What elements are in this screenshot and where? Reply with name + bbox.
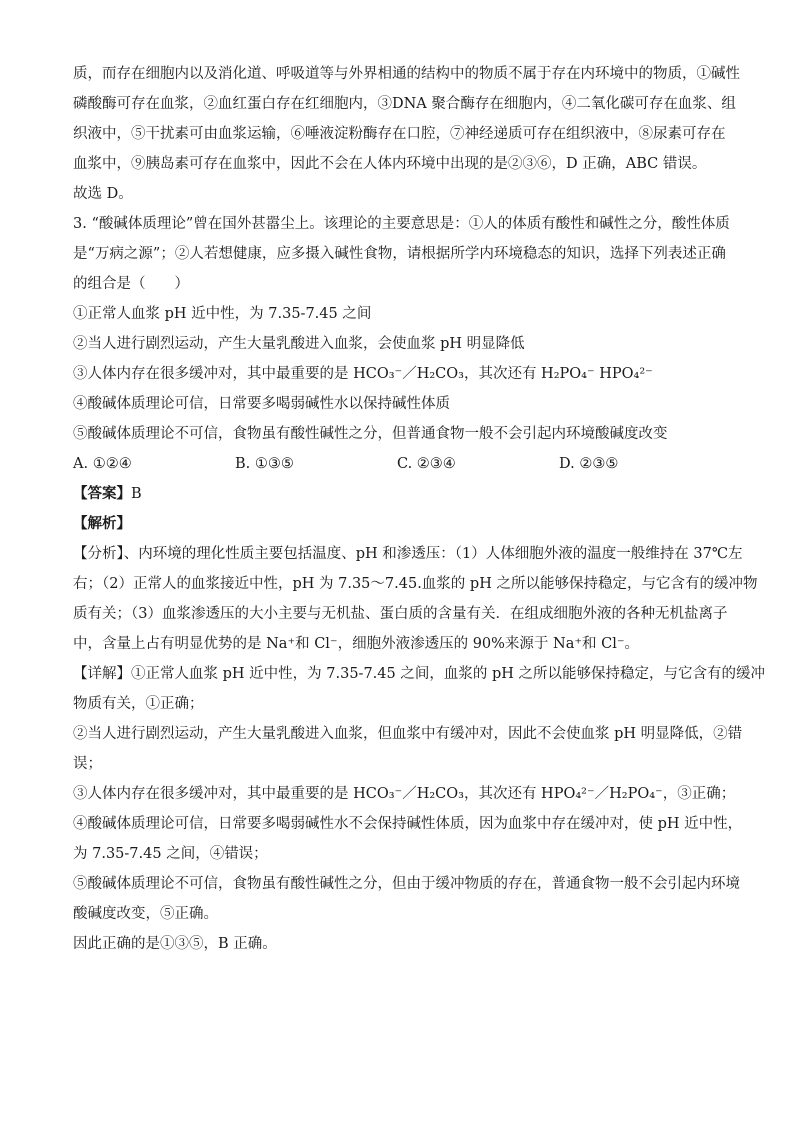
detail-line: 【详解】①正常人血浆 pH 近中性，为 7.35-7.45 之间，血浆的 pH 之所以能够保持稳定，与它含有的缓冲 — [73, 666, 765, 682]
detail-line: 为 7.35-7.45 之间，④错误； — [73, 846, 268, 862]
statement: ③人体内存在很多缓冲对，其中最重要的是 HCO₃⁻／H₂CO₃，其次还有 H₂PO₄⁻ HPO₄²⁻ — [73, 366, 653, 382]
text-line: 故选 D。 — [73, 186, 133, 202]
options-row — [73, 454, 733, 474]
option-d: D. ②③⑤ — [559, 456, 619, 472]
question-stem: 的组合是（ ） — [73, 276, 189, 292]
option-c: C. ②③④ — [397, 456, 456, 472]
answer-line — [73, 484, 733, 504]
detail-line: 因此正确的是①③⑤，B 正确。 — [73, 936, 277, 952]
text-line: 质，而存在细胞内以及消化道、呼吸道等与外界相通的结构中的物质不属于存在内环境中的物质，①碱性 — [73, 66, 740, 82]
detail-line: ③人体内存在很多缓冲对，其中最重要的是 HCO₃⁻／H₂CO₃，其次还有 HPO₄²⁻／H₂PO₄⁻，③正确； — [73, 786, 736, 802]
question-stem: 是“万病之源”；②人若想健康，应多摄入碱性食物，请根据所学内环境稳态的知识，选择下列表述正确 — [73, 246, 726, 262]
statement: ①正常人血浆 pH 近中性，为 7.35-7.45 之间 — [73, 306, 372, 322]
document-page — [73, 64, 765, 964]
answer-value: B — [131, 486, 142, 502]
statement: ⑤酸碱体质理论不可信，食物虽有酸性碱性之分，但普通食物一般不会引起内环境酸碱度改变 — [73, 426, 668, 442]
statement: ④酸碱体质理论可信，日常要多喝弱碱性水以保持碱性体质 — [73, 396, 450, 412]
text-line: 织液中，⑤干扰素可由血浆运输，⑥唾液淀粉酶存在口腔，⑦神经递质可存在组织液中，⑧尿素可存在 — [73, 126, 726, 142]
detail-line: 误； — [73, 756, 102, 772]
detail-line: 物质有关，①正确； — [73, 696, 204, 712]
analysis-heading: 【解析】 — [73, 515, 131, 532]
statement: ②当人进行剧烈运动，产生大量乳酸进入血浆，会使血浆 pH 明显降低 — [73, 336, 525, 352]
analysis-line: 中，含量上占有明显优势的是 Na⁺和 Cl⁻，细胞外液渗透压的 90%来源于 Na⁺和 Cl⁻。 — [73, 636, 640, 652]
detail-line: ⑤酸碱体质理论不可信，食物虽有酸性碱性之分，但由于缓冲物质的存在，普通食物一般不会引起内环境 — [73, 876, 740, 892]
detail-line: 酸碱度改变，⑤正确。 — [73, 906, 218, 922]
text-line: 磷酸酶可存在血浆，②血红蛋白存在红细胞内，③DNA 聚合酶存在细胞内，④二氧化碳可存在血浆、组 — [73, 96, 736, 112]
analysis-line: 右；（2）正常人的血浆接近中性，pH 为 7.35～7.45.血浆的 pH 之所以能够保持稳定，与它含有的缓冲物 — [73, 576, 758, 592]
answer-label: 【答案】 — [73, 485, 131, 502]
question-stem: 3. “酸碱体质理论”曾在国外甚嚣尘上。该理论的主要意思是：①人的体质有酸性和碱性之分，酸性体质 — [73, 216, 730, 232]
analysis-line: 质有关；（3）血浆渗透压的大小主要与无机盐、蛋白质的含量有关．在组成细胞外液的各种无机盐离子 — [73, 606, 728, 622]
analysis-line: 【分析】、内环境的理化性质主要包括温度、pH 和渗透压：（1）人体细胞外液的温度一般维持在 37℃左 — [73, 546, 743, 562]
text-line: 血浆中，⑨胰岛素可存在血浆中，因此不会在人体内环境中出现的是②③⑥，D 正确，ABC 错误。 — [73, 156, 707, 172]
option-b: B. ①③⑤ — [235, 456, 294, 472]
detail-line: ④酸碱体质理论可信，日常要多喝弱碱性水不会保持碱性体质，因为血浆中存在缓冲对，使 pH 近中性， — [73, 816, 743, 832]
option-a: A. ①②④ — [73, 456, 132, 472]
detail-line: ②当人进行剧烈运动，产生大量乳酸进入血浆，但血浆中有缓冲对，因此不会使血浆 pH 明显降低，②错 — [73, 726, 743, 742]
